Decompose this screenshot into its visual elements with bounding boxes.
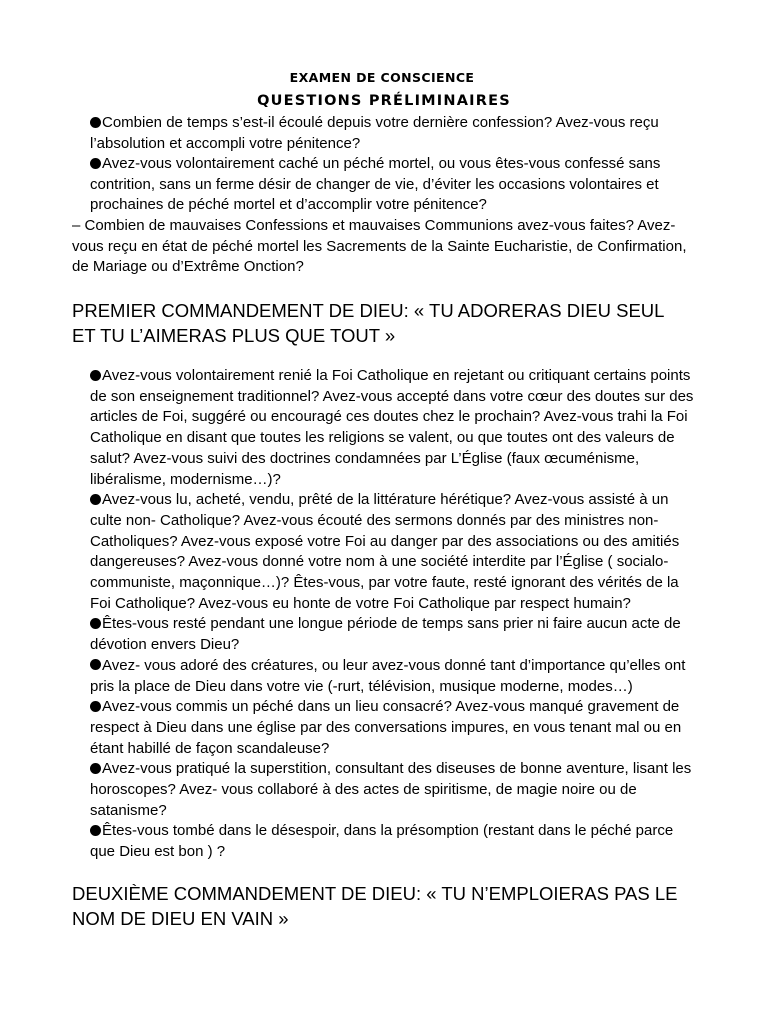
- list-item-text: Combien de temps s’est-il écoulé depuis votre dernière confession? Avez-vous reçu l’absolution et accompli votre pénitence?: [90, 114, 659, 152]
- list-item-text: Avez-vous pratiqué la superstition, consultant des diseuses de bonne aventure, lisant les horoscopes? Avez- vous collaboré à des actes de spiritisme, de magie noire ou de satanisme?: [90, 760, 692, 819]
- commandment-2-heading: DEUXIÈME COMMANDEMENT DE DIEU: « TU N’EMPLOIERAS PAS LE NOM DE DIEU EN VAIN »: [72, 883, 678, 929]
- commandment-1-heading: PREMIER COMMANDEMENT DE DIEU: « TU ADORERAS DIEU SEUL ET TU L’AIMERAS PLUS QUE TOUT »: [72, 300, 664, 346]
- commandment-1-list: [90, 366, 698, 863]
- list-item: [90, 154, 700, 216]
- list-item-text: Êtes-vous tombé dans le désespoir, dans la présomption (restant dans le péché parce que Dieu est bon ) ?: [90, 822, 674, 861]
- preliminary-dash-paragraph: [72, 216, 700, 278]
- list-item: [90, 821, 698, 862]
- list-item: [90, 113, 700, 154]
- bullet-icon: [90, 659, 101, 670]
- bullet-icon: [90, 825, 101, 836]
- list-item: [90, 656, 698, 697]
- bullet-icon: [90, 618, 101, 629]
- list-item-text: Avez-vous commis un péché dans un lieu consacré? Avez-vous manqué gravement de respect à Dieu dans une église par des conversations impures, en vous tenant mal ou en étant habillé de façon scandaleuse?: [90, 698, 682, 757]
- list-item-text: Avez- vous adoré des créatures, ou leur avez-vous donné tant d’importance qu’elles ont pris la place de Dieu dans votre vie (-rurt, télévision, musique moderne, modes…): [90, 656, 686, 695]
- list-item-text: Avez-vous lu, acheté, vendu, prêté de la littérature hérétique? Avez-vous assisté à un culte non- Catholique? Avez-vous écouté des sermons donnés par des ministres non-Catholiques? Avez-vous exposé votre Foi au danger par des associations ou des amitiés dangereuses? Avez-vous donné votre nom à une société interdite par l’Église ( socialo-communiste, maçonnique…)? Êtes-vous, par votre faute, resté ignorant des vérités de la Foi Catholique? Avez-vous eu honte de votre Foi Catholique par respect humain?: [90, 491, 680, 612]
- list-item: [90, 490, 698, 614]
- list-item: [90, 614, 698, 655]
- bullet-icon: [90, 370, 101, 381]
- section-title-preliminary: QUESTIONS PRÉLIMINAIRES: [257, 93, 511, 109]
- list-item-text: Avez-vous volontairement renié la Foi Catholique en rejetant ou critiquant certains points de son enseignement traditionnel? Avez-vous accepté dans votre cœur des doutes sur des articles de Foi, suggéré ou encouragé ces doutes chez le prochain? Avez-vous trahi la Foi Catholique en disant que toutes les religions se valent, ou que toutes ont des valeurs de salut? Avez-vous suivi des doctrines condamnées par L’Église (faux œcuménisme, libéralisme, modernisme…)?: [90, 367, 694, 488]
- preliminary-list: [90, 113, 700, 216]
- list-item: [90, 697, 698, 759]
- bullet-icon: [90, 494, 101, 505]
- bullet-icon: [90, 117, 101, 128]
- dash-paragraph-text: – Combien de mauvaises Confessions et mauvaises Communions avez-vous faites? Avez-vous reçu en état de péché mortel les Sacrements de la Sainte Eucharistie, de Confirmation, de Mariage ou d’Extrême Onction?: [72, 217, 687, 275]
- bullet-icon: [90, 701, 101, 712]
- document-title: EXAMEN DE CONSCIENCE: [289, 70, 475, 85]
- list-item-text: Êtes-vous resté pendant une longue période de temps sans prier ni faire aucun acte de dévotion envers Dieu?: [90, 615, 681, 654]
- bullet-icon: [90, 763, 101, 774]
- bullet-icon: [90, 158, 101, 169]
- list-item-text: Avez-vous volontairement caché un péché mortel, ou vous êtes-vous confessé sans contrition, sans un ferme désir de changer de vie, d’éviter les occasions volontaires et prochaines de péché mortel et d’accomplir votre pénitence?: [90, 155, 661, 213]
- list-item: [90, 759, 698, 821]
- list-item: [90, 366, 698, 490]
